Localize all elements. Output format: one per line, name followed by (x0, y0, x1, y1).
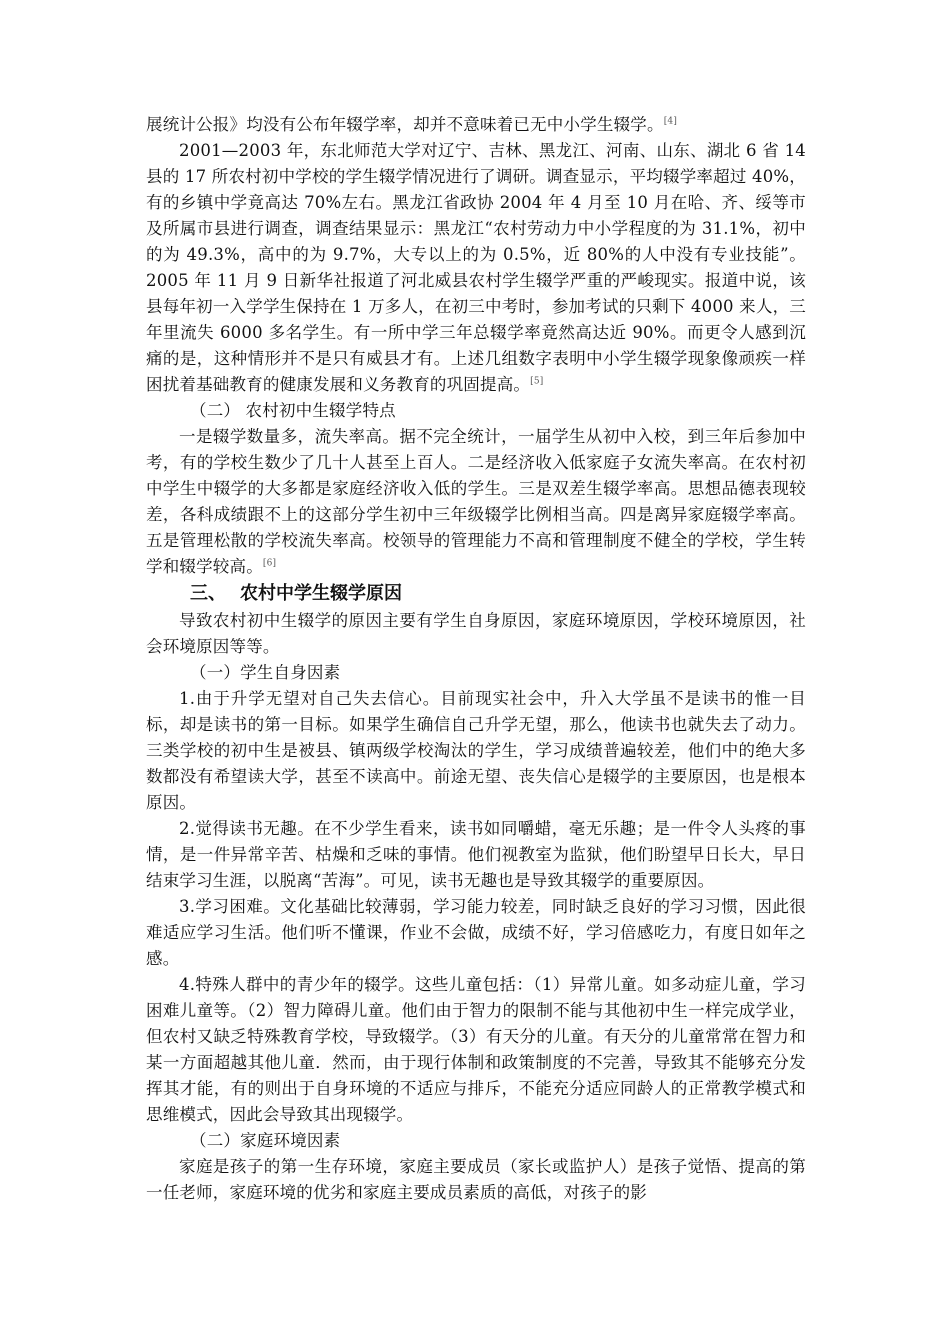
citation-ref: [6] (262, 558, 277, 569)
section-heading (146, 580, 806, 608)
subsection-heading: （二）家庭环境因素 (190, 1131, 341, 1150)
paragraph (146, 112, 806, 138)
paragraph: 1.由于升学无望对自己失去信心。目前现实社会中，升入大学虽不是读书的惟一目标，却是读书的第一目标。如果学生确信自己升学无望，那么，他读书也就失去了动力。三类学校的初中生是被县、镇两级学校淘汰的学生，学习成绩普遍较差，他们中的绝大多数都没有希望读大学，甚至不读高中。前途无望、丧失信心是辍学的主要原因，也是根本原因。 (146, 689, 806, 812)
section-number: 三、 (190, 583, 226, 604)
subsection-heading: （二） 农村初中生辍学特点 (190, 401, 396, 420)
paragraph (146, 424, 806, 580)
paragraph: 导致农村初中生辍学的原因主要有学生自身原因，家庭环境原因，学校环境原因，社会环境原因等等。 (146, 611, 806, 656)
paragraph-text: 一是辍学数量多，流失率高。据不完全统计，一届学生从初中入校，到三年后参加中考，有的学校生数少了几十人甚至上百人。二是经济收入低家庭子女流失率高。在农村初中学生中辍学的大多都是家庭经济收入低的学生。三是双差生辍学率高。思想品德表现较差，各科成绩跟不上的这部分学生初中三年级辍学比例相当高。四是离异家庭辍学率高。五是管理松散的学校流失率高。校领导的管理能力不高和管理制度不健全的学校，学生转学和辍学较高。 (146, 427, 806, 576)
document-page (146, 112, 806, 1206)
subsection-heading: （一）学生自身因素 (190, 663, 341, 682)
paragraph: 2.觉得读书无趣。在不少学生看来，读书如同嚼蜡，毫无乐趣；是一件令人头疼的事情，是一件异常辛苦、枯燥和乏味的事情。他们视教室为监狱，他们盼望早日长大，早日结束学习生涯，以脱离“苦海”。可见，读书无趣也是导致其辍学的重要原因。 (146, 819, 806, 890)
section-title: 农村中学生辍学原因 (240, 583, 402, 604)
citation-ref: [4] (663, 116, 678, 127)
paragraph-text: 展统计公报》均没有公布年辍学率，却并不意味着已无中小学生辍学。 (146, 115, 664, 134)
paragraph: 4.特殊人群中的青少年的辍学。这些儿童包括：（1）异常儿童。如多动症儿童，学习困难儿童等。（2）智力障碍儿童。他们由于智力的限制不能与其他初中生一样完成学业，但农村又缺乏特殊教育学校，导致辍学。（3）有天分的儿童。有天分的儿童常常在智力和某一方面超越其他儿童．然而，由于现行体制和政策制度的不完善，导致其不能够充分发挥其才能，有的则出于自身环境的不适应与排斥，不能充分适应同龄人的正常教学模式和思维模式，因此会导致其出现辍学。 (146, 975, 806, 1124)
paragraph (146, 138, 806, 398)
paragraph-text: 2001—2003 年，东北师范大学对辽宁、吉林、黑龙江、河南、山东、湖北 6 省 14 县的 17 所农村初中学校的学生辍学情况进行了调研。调查显示，平均辍学率超过 40%，有的乡镇中学竟高达 70%左右。黑龙江省政协 2004 年 4 月至 10 月在哈、齐、绥等市及所属市县进行调查，调查结果显示：黑龙江“农村劳动力中小学程度的为 31.1%，初中的为 49.3%，高中的为 9.7%，大专以上的为 0.5%，近 80%的人中没有专业技能”。2005 年 11 月 9 日新华社报道了河北威县农村学生辍学严重的严峻现实。报道中说，该县每年初一入学学生保持在 1 万多人，在初三中考时，参加考试的只剩下 4000 来人，三年里流失 6000 多名学生。有一所中学三年总辍学率竟然高达近 90%。而更令人感到沉痛的是，这种情形并不是只有威县才有。上述几组数字表明中小学生辍学现象像顽疾一样困扰着基础教育的健康发展和义务教育的巩固提高。 (146, 141, 806, 394)
citation-ref: [5] (530, 376, 544, 387)
paragraph: 家庭是孩子的第一生存环境，家庭主要成员（家长或监护人）是孩子觉悟、提高的第一任老师，家庭环境的优劣和家庭主要成员素质的高低，对孩子的影 (146, 1157, 806, 1202)
paragraph: 3.学习困难。文化基础比较薄弱，学习能力较差，同时缺乏良好的学习习惯，因此很难适应学习生活。他们听不懂课，作业不会做，成绩不好，学习倍感吃力，有度日如年之感。 (146, 897, 806, 968)
